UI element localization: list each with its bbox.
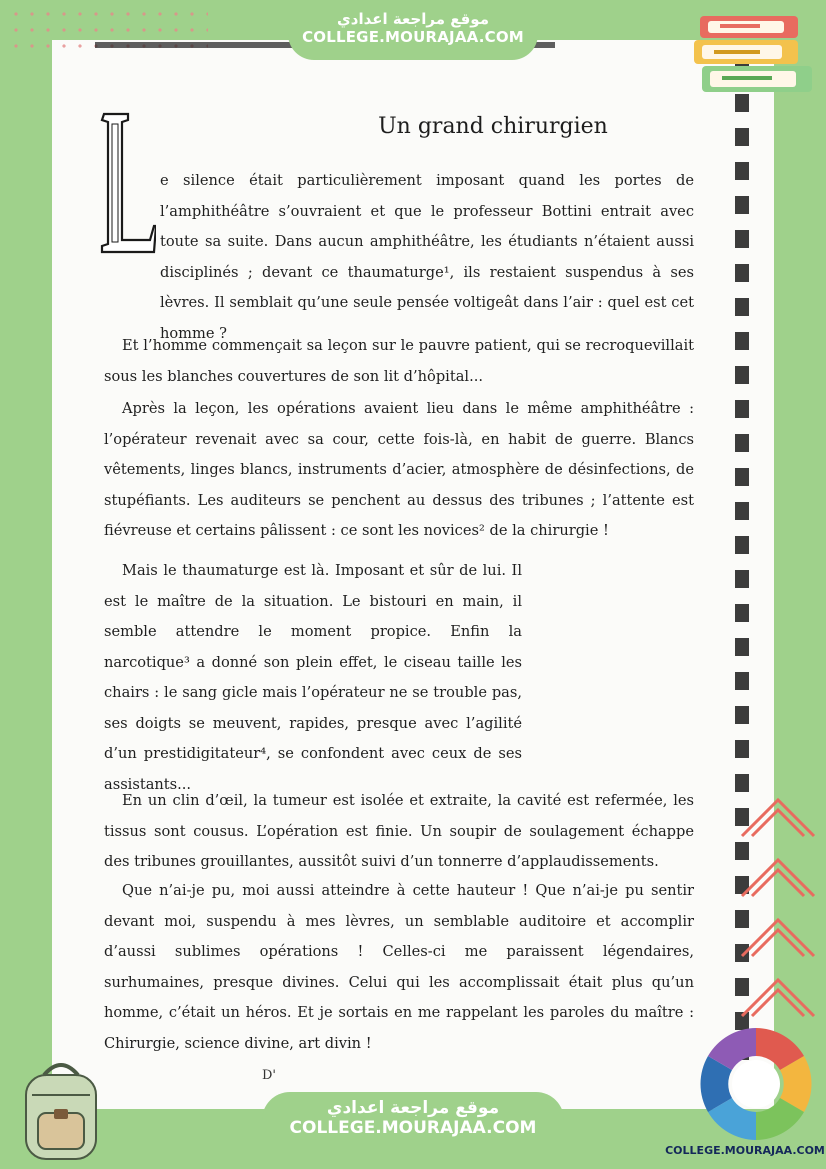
decorative-dots [8,6,208,56]
paragraph-5: En un clin d’œil, la tumeur est isolée et extraite, la cavité est refermée, les tissus sont cousus. L’opération est finie. Un soupir de soulagement échappe des tribunes grouillantes, aussitôt suivi d’un tonnerre d’applaudissements. [104,792,694,870]
paragraph-2: Et l’homme commençait sa leçon sur le pauvre patient, qui se recroquevillait sous les blanches couvertures de son lit d’hôpital... [104,337,694,385]
site-arabic-name: موقع مراجعة اعدادي [337,10,489,28]
site-arabic-name-bottom: موقع مراجعة اعدادي [326,1098,500,1118]
border-left [0,0,52,1169]
backpack-icon [10,1055,110,1165]
paragraph-3: Après la leçon, les opérations avaient lieu dans le même amphithéâtre : l’opérateur revenait avec sa cour, cette fois-là, en habit de guerre. Blancs vêtements, linges blancs, instruments d’acier, atmosphère de désinfections, de stupéfiants. Les auditeurs se penchent au dessus des tribunes ; l’attente est fiévreuse et certains pâlissent : ce sont les novices² de la chirurgie ! [104,400,694,539]
site-domain: COLLEGE.MOURAJAA.COM [302,28,524,46]
logo-domain: COLLEGE.MOURAJAA.COM [665,1144,825,1157]
document-title: Un grand chirurgien [378,114,608,139]
signature-partial: D' [262,1068,276,1083]
books-icon [690,12,820,102]
paragraph-1: e silence était particulièrement imposant quand les portes de l’amphithéâtre s’ouvraient et que le professeur Bottini entrait avec toute sa suite. Dans aucun amphithéâtre, les étudiants n’étaient aussi disciplinés ; devant ce thaumaturge¹, ils restaient suspendus à ses lèvres. Il semblait qu’une seule pensée voltigeât dans l’air : quel est cet homme ? [160,172,694,342]
site-banner-bottom[interactable] [262,1092,564,1156]
chevron-up-icon [738,790,818,1050]
site-domain-bottom: COLLEGE.MOURAJAA.COM [289,1118,537,1138]
site-banner-top[interactable] [288,4,538,60]
paragraph-4: Mais le thaumaturge est là. Imposant et sûr de lui. Il est le maître de la situation. Le bistouri en main, il semble attendre le moment propice. Enfin la narcotique³ a donné son plein effet, le ciseau taille les chairs : le sang gicle mais l’opérateur ne se trouble pas, ses doigts se meuvent, rapides, presque avec l’agilité d’un prestidigitateur⁴, se confondent avec ceux de ses assistants... [104,562,522,793]
site-logo-icon[interactable] [694,1022,818,1140]
paragraph-6: Que n’ai-je pu, moi aussi atteindre à cette hauteur ! Que n’ai-je pu sentir devant moi, suspendu à mes lèvres, un semblable auditoire et accomplir d’aussi sublimes opérations ! Celles-ci me paraissent légendaires, surhumaines, presque divines. Celui qui les accomplissait était plus qu’un homme, c’était un héros. Et je sortais en me rappelant les paroles du maître : Chirurgie, science divine, art divin ! [104,882,694,1052]
